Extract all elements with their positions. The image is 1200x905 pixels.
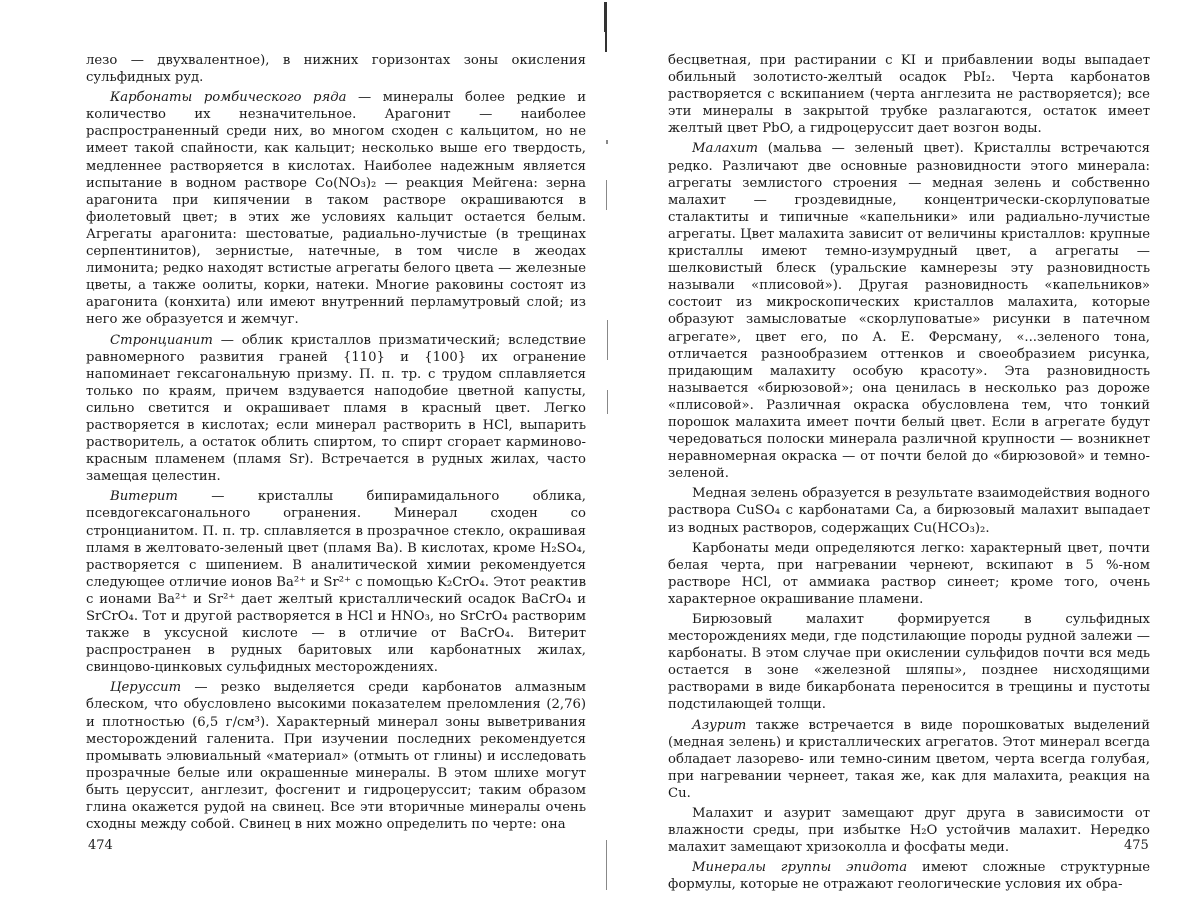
paragraph-text: (мальва — зеленый цвет). Кристаллы встречаются редко. Различают две основные разновидности этого минерала: агрегаты землистого строения — медная зелень и собственно малахит — гроздевидные, концентрически-скорлуповатые сталактиты и типичные «капельники» или радиально-лучистые агрегаты. Цвет малахита зависит от величины кристаллов: крупные кристаллы имеют темно-изумрудный цвет, а агрегаты — шелковистый блеск (уральские камнерезы эту разновидность называли «плисовой»). Другая разновидность «капельников» состоит из микроскопических кристаллов малахита, которые образуют замысловатые «скорлуповатые» рисунки в патечном агрегате», цвет его, по А. Е. Ферсману, «...зеленого тона, отличается разнообразием оттенков и своеобразием рисунка, придающим малахиту особую красоту». Эта разновидность называется «бирюзовой»; она ценилась в несколько раз дороже «плисовой». Различная окраска обусловлена тем, что тонкий порошок малахита имеет почти белый цвет. Если в агрегате будут чередоваться полоски минерала различной крупности — возникнет неравномерная окраска — от почти белой до «бирюзовой» и темно-зеленой. [668,141,1150,482]
paragraph [86,332,586,486]
paragraph [668,859,1150,893]
paragraph-text: — кристаллы бипирамидального облика, псевдогексагонального огранения. Минерал сходен со стронцианитом. П. п. тр. сплавляется в прозрачное стекло, окрашивая пламя в желтовато-зеленый цвет (пламя Ba). В кислотах, кроме H₂SO₄, растворяется с шипением. В аналитической химии рекомендуется следующее отличие ионов Ba²⁺ и Sr²⁺ с помощью K₂CrO₄. Этот реактив с ионами Ba²⁺ и Sr²⁺ дает желтый кристаллический осадок BaCrO₄ и SrCrO₄. Тот и другой растворяется в HCl и HNO₃, но SrCrO₄ растворим также в уксусной кислоте — в отличие от BaCrO₄. Витерит распространен в рудных баритовых или карбонатных жилах, свинцово-цинковых сульфидных месторождениях. [86,489,586,676]
paragraph-text: имеют сложные структурные формулы, которые не отражают геологические условия их обра- [668,860,1150,893]
book-gutter [598,0,618,905]
paragraph [86,488,586,676]
right-page-number: 475 [1124,838,1149,853]
paragraph [86,679,586,833]
right-page-text [668,52,1150,894]
paragraph [668,540,1150,608]
paragraph-text: бесцветная, при растирании с KI и прибавлении воды выпадает обильный золотисто-желтый осадок PbI₂. Черта карбонатов растворяется с вскипанием (черта англезита не растворяется); все эти минералы в закрытой трубке разлагаются, остаток имеет желтый цвет PbO, а гидроцеруссит дает возгон воды. [668,53,1150,137]
paragraph [668,717,1150,802]
paragraph-text: Медная зелень образуется в результате взаимодействия водного раствора CuSO₄ с карбонатами Ca, а бирюзовый малахит выпадает из водных растворов, содержащих Cu(HCO₃)₂. [668,486,1150,536]
mineral-term: Азурит [692,717,747,733]
mineral-term: Витерит [110,489,178,505]
mineral-term: Малахит [692,141,759,157]
paragraph-text: — минералы более редкие и количество их незначительное. Арагонит — наиболее распространенный среди них, во многом сходен с кальцитом, но не имеет такой спайности, как кальцит; несколько выше его твердость, медленнее растворяется в кислотах. Наиболее надежным является испытание в водном растворе Co(NO₃)₂ — реакция Мейгена: зерна арагонита при кипячении в таком растворе окрашиваются в фиолетовый цвет; в этих же условиях кальцит остается белым. Агрегаты арагонита: шестоватые, радиально-лучистые (в трещинах серпентинитов), зернистые, натечные, в том числе в жеодах лимонита; редко находят встистые агрегаты белого цвета — железные цветы, а также оолиты, корки, натеки. Многие раковины состоят из арагонита (конхита) или имеют внутренний перламутровый слой; из него же образуется и жемчуг. [86,90,586,328]
paragraph [668,52,1150,137]
left-page-text [86,52,586,833]
paragraph [668,805,1150,856]
paragraph [668,485,1150,536]
mineral-term: Стронцианит [110,332,213,348]
paragraph-text: также встречается в виде порошковатых выделений (медная зелень) и кристаллических агрегатов. Этот минерал всегда обладает лазорево- или темно-синим цветом, черта всегда голубая, при нагревании чернеет, такая же, как для малахита, реакция на Cu. [668,717,1150,801]
paragraph-text: — облик кристаллов призматический; вследствие равномерного развития граней {110} и {100} их огранение напоминает гексагональную призму. П. п. тр. с трудом сплавляется только по краям, причем вздувается наподобие цветной капусты, сильно светится и окрашивает пламя в красный цвет. Легко растворяется в кислотах; если минерал растворить в HCl, выпарить растворитель, а остаток облить спиртом, то спирт сгорает карминово-красным пламенем (пламя Sr). Встречается в рудных жилах, часто замещая целестин. [86,332,586,485]
mineral-term: Карбонаты ромбического ряда [110,90,347,106]
left-page-number: 474 [88,838,113,853]
mineral-term: Минералы группы эпидота [692,860,908,876]
paragraph [86,89,586,328]
paragraph [86,52,586,86]
paragraph-text: — резко выделяется среди карбонатов алмазным блеском, что обусловлено высокими показателем преломления (2,76) и плотностью (6,5 г/см³). Характерный минерал зоны выветривания месторождений галенита. При изучении последних рекомендуется промывать элювиальный «материал» (отмыть от глины) и исследовать прозрачные белые или окрашенные минералы. В этом шлихе могут быть церуссит, англезит, фосгенит и гидроцеруссит; таким образом глина окажется рудой на свинец. Все эти вторичные минералы очень сходны между собой. Свинец в них можно определить по черте: она [86,680,586,833]
paragraph [668,140,1150,482]
paragraph-text: Бирюзовый малахит формируется в сульфидных месторождениях меди, где подстилающие породы рудной залежи — карбонаты. В этом случае при окислении сульфидов почти вся медь остается в зоне «железной шляпы», позднее нисходящими растворами в виде бикарбоната переносится в трещины и пустоты подстилающей толщи. [668,612,1150,713]
mineral-term: Церуссит [110,680,182,696]
paragraph-text: Карбонаты меди определяются легко: характерный цвет, почти белая черта, при нагревании чернеют, вскипают в 5 %-ном растворе HCl, от аммиака раствор синеет; кроме того, очень характерное окрашивание пламени. [668,540,1150,607]
paragraph-text: лезо — двухвалентное), в нижних горизонтах зоны окисления сульфидных руд. [86,53,586,86]
paragraph-text: Малахит и азурит замещают друг друга в зависимости от влажности среды, при избытке H₂O устойчив малахит. Нередко малахит замещают хризоколла и фосфаты меди. [668,806,1150,856]
paragraph [668,611,1150,714]
